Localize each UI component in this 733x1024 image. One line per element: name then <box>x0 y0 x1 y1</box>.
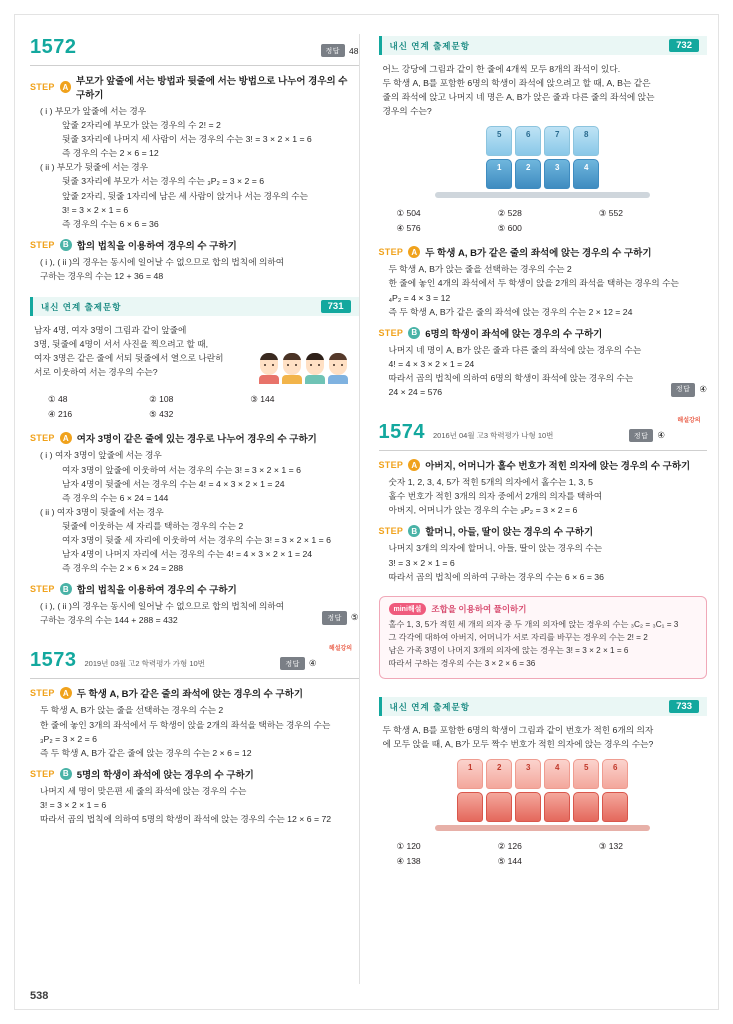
qr-label: 해설강의 <box>677 418 701 425</box>
linked-problem-732 <box>379 36 708 399</box>
line: 따라서 곱의 법칙에 의하여 6명의 학생이 좌석에 앉는 경우의 수는 <box>388 372 634 383</box>
step-a-header <box>30 431 359 445</box>
problem-1572-number: 1572 <box>30 36 77 58</box>
seat: 5 <box>486 126 512 156</box>
linked-732-answer <box>671 383 707 399</box>
seats-illustration-732 <box>435 126 650 198</box>
line: 두 학생 A, B가 앉는 줄을 선택하는 경우의 수는 2 <box>40 705 224 716</box>
line: 두 학생 A, B를 포함한 6명의 학생이 좌석에 앉으려고 할 때, A, B는 같은 <box>382 78 651 89</box>
seat-back <box>544 792 570 822</box>
answer-label: 정답 <box>280 657 305 670</box>
problem-1572 <box>30 36 359 283</box>
line: 숫자 1, 2, 3, 4, 5가 적힌 5개의 의자에서 홀수는 1, 3, 5 <box>388 477 593 488</box>
linkbox-title: 내신 연계 출제문항 <box>389 40 470 51</box>
line: 한 줄에 놓인 4개의 좌석에서 두 학생이 앉을 2개의 좌석을 택하는 경우의 수는 <box>388 278 679 289</box>
answer-label: 정답 <box>671 383 696 397</box>
line: 따라서 곱의 법칙에 의하여 구하는 경우의 수는 6 × 6 = 36 <box>388 571 604 582</box>
line: 홀수 번호가 적힌 3개의 의자 중에서 2개의 의자를 택하여 <box>388 491 603 502</box>
choice-1[interactable]: ① 504 <box>396 208 421 219</box>
step-b-body <box>379 343 708 399</box>
linkbox-body <box>30 316 359 424</box>
step-word: STEP <box>30 768 55 779</box>
step-badge-b: B <box>408 525 420 537</box>
line: 즉 두 학생 A, B가 같은 줄에 앉는 경우의 수는 2 × 6 = 12 <box>40 747 252 758</box>
choice-4[interactable]: ④ 576 <box>396 223 421 234</box>
problem-1574-header <box>378 418 708 444</box>
step-badge-b: B <box>60 768 72 780</box>
choice-2[interactable]: ② 126 <box>497 841 522 852</box>
line: 홀수 1, 3, 5가 적힌 세 개의 의자 중 두 개의 의자에 앉는 경우의 수는 ₃C₂ = ₃C₁ = 3 <box>388 619 679 629</box>
student-figure <box>281 353 303 384</box>
seat-back <box>573 792 599 822</box>
step-b-title: 5명의 학생이 좌석에 앉는 경우의 수 구하기 <box>76 769 254 781</box>
left-column <box>30 26 359 1004</box>
line: 4! = 4 × 3 × 2 × 1 = 24 <box>388 358 475 369</box>
line: 3! = 3 × 2 × 1 = 6 <box>40 799 107 810</box>
line: 즉 경우의 수는 6 × 24 = 144 <box>62 492 169 503</box>
step-word: STEP <box>378 327 404 338</box>
line: ( ii ) 부모가 뒷줄에 서는 경우 <box>40 162 149 173</box>
line: 뒷줄 3자리에 부모가 서는 경우의 수는 ₃P₂ = 3 × 2 = 6 <box>62 176 265 187</box>
seat: 7 <box>544 126 570 156</box>
seat: 3 <box>544 159 570 189</box>
choice-2[interactable]: ② 108 <box>149 394 174 405</box>
line: 여자 3명이 뒷줄 세 자리에 이웃하여 서는 경우의 수는 3! = 3 × 2 × 1 = 6 <box>62 534 331 545</box>
step-a-title: 여자 3명이 같은 줄에 있는 경우로 나누어 경우의 수 구하기 <box>76 434 317 446</box>
mini-body <box>389 618 698 671</box>
choice-1[interactable]: ① 48 <box>48 394 68 405</box>
mini-explanation-box <box>379 596 708 680</box>
answer-label: 정답 <box>321 44 346 57</box>
choice-3[interactable]: ③ 552 <box>598 208 623 219</box>
line: 즉 경우의 수는 2 × 6 = 12 <box>62 148 159 159</box>
step-badge-a: A <box>60 687 72 699</box>
step-a-title: 부모가 앞줄에 서는 방법과 뒷줄에 서는 방법으로 나누어 경우의 수 구하기 <box>75 76 348 101</box>
line: ( i ) 부모가 앞줄에 서는 경우 <box>40 106 147 116</box>
linked-problem-733 <box>379 697 708 871</box>
question-text <box>383 723 704 751</box>
step-b-header <box>379 326 708 340</box>
line: 3명, 뒷줄에 4명이 서서 사진을 찍으려고 할 때, <box>34 339 209 350</box>
problem-1574-source: 2016년 04월 고3 학력평가 나형 10번 <box>433 431 554 441</box>
step-word: STEP <box>30 688 55 699</box>
line: 줄의 좌석에 앉고 나머지 네 명은 A, B가 앉은 줄과 다른 줄의 좌석에 앉는 <box>382 92 655 103</box>
qr-code-icon <box>352 636 354 655</box>
seat-row-lower <box>435 792 650 822</box>
step-b-body <box>30 599 359 627</box>
qr-code-icon <box>701 408 703 427</box>
step-a-body <box>30 448 359 575</box>
step-a-header <box>30 686 359 700</box>
line: 아버지, 어머니가 앉는 경우의 수는 ₃P₂ = 3 × 2 = 6 <box>388 505 578 516</box>
choice-1[interactable]: ① 120 <box>396 841 421 852</box>
line: 어느 강당에 그림과 같이 한 줄에 4개씩 모두 8개의 좌석이 있다. <box>382 64 621 74</box>
line: 구하는 경우의 수는 12 + 36 = 48 <box>40 270 164 281</box>
step-word: STEP <box>30 239 55 250</box>
step-b-title: 합의 법칙을 이용하여 경우의 수 구하기 <box>76 585 237 597</box>
rule <box>379 450 708 451</box>
problem-1572-header <box>30 36 359 59</box>
step-a-title: 두 학생 A, B가 같은 줄의 좌석에 앉는 경우의 수 구하기 <box>425 248 652 260</box>
seat: 4 <box>544 759 570 789</box>
step-word: STEP <box>378 526 404 537</box>
answer-value: ④ <box>699 384 707 395</box>
line: 경우의 수는? <box>382 106 432 117</box>
choice-5[interactable]: ⑤ 600 <box>497 223 522 234</box>
seat: 6 <box>515 126 541 156</box>
line: 여자 3명은 같은 줄에 서되 뒷줄에서 열으로 나란히 <box>34 353 224 364</box>
line: 즉 경우의 수는 2 × 6 × 24 = 288 <box>62 563 184 574</box>
seat: 2 <box>486 759 512 789</box>
line: 즉 두 학생 A, B가 같은 줄의 좌석에 앉는 경우의 수는 2 × 12 = 24 <box>388 306 633 317</box>
line: 따라서 곱의 법칙에 의하여 5명의 학생이 좌석에 앉는 경우의 수는 12 × 6 = 72 <box>40 814 332 824</box>
line: 그 각각에 대하여 아버지, 어머니가 서로 자리를 바꾸는 경우의 수는 2! = 2 <box>388 632 648 642</box>
line: 즉 경우의 수는 6 × 6 = 36 <box>62 218 159 229</box>
step-word: STEP <box>30 584 55 595</box>
choice-5[interactable]: ⑤ 144 <box>497 856 522 867</box>
linked-problem-731 <box>30 297 359 627</box>
seat-base <box>435 192 650 198</box>
line: ( i ) 여자 3명이 앞줄에 서는 경우 <box>40 450 162 461</box>
choice-2[interactable]: ② 528 <box>497 208 522 219</box>
choice-5[interactable]: ⑤ 432 <box>149 409 174 420</box>
linkbox-title: 내신 연계 출제문항 <box>41 301 122 312</box>
student-figure <box>327 353 349 384</box>
seat: 3 <box>515 759 541 789</box>
seat-back <box>515 792 541 822</box>
line: 한 줄에 놓인 3개의 좌석에서 두 학생이 앉을 2개의 좌석을 택하는 경우의 수는 <box>40 719 331 730</box>
linkbox-number: 731 <box>321 300 351 313</box>
problem-1574 <box>378 418 708 679</box>
seat-back <box>602 792 628 822</box>
step-badge-b: B <box>60 239 72 251</box>
line: ₄P₂ = 4 × 3 = 12 <box>388 292 451 303</box>
seat-row <box>435 759 650 789</box>
problem-1573-source: 2019년 03월 고2 학력평가 가형 10번 <box>84 659 205 669</box>
step-b-header <box>30 767 359 781</box>
mini-tag: mini해설 <box>389 603 427 615</box>
line: 나머지 네 명이 A, B가 앉은 줄과 다른 줄의 좌석에 앉는 경우의 수는 <box>388 344 642 355</box>
line: 구하는 경우의 수는 144 + 288 = 432 <box>40 615 178 626</box>
line: 나머지 세 명이 맞은편 세 줄의 좌석에 앉는 경우의 수는 <box>40 785 247 796</box>
student-figure <box>304 353 326 384</box>
step-a-title: 두 학생 A, B가 같은 줄의 좌석에 앉는 경우의 수 구하기 <box>76 689 304 701</box>
line: 나머지 3개의 의자에 할머니, 아들, 딸이 앉는 경우의 수는 <box>388 543 603 554</box>
line: ( ii ) 여자 3명이 뒷줄에 서는 경우 <box>40 506 164 517</box>
seat: 5 <box>573 759 599 789</box>
line: 두 학생 A, B가 앉는 줄을 선택하는 경우의 수는 2 <box>388 264 572 275</box>
problem-1573-header <box>30 646 359 672</box>
line: 남자 4명이 나머지 자리에 서는 경우의 수는 4! = 4 × 3 × 2 × 1 = 24 <box>62 549 313 560</box>
linkbox-body <box>379 55 708 238</box>
seat-base <box>435 825 650 831</box>
step-b-title: 6명의 학생이 좌석에 앉는 경우의 수 구하기 <box>425 328 603 340</box>
step-a-body <box>379 262 708 318</box>
seat: 8 <box>573 126 599 156</box>
step-a-header <box>30 73 359 101</box>
answer-value: ⑤ <box>350 612 359 623</box>
seat-back <box>486 792 512 822</box>
line: ( i ), ( ii )의 경우는 동시에 일어날 수 없으므로 합의 법칙에 의하여 <box>40 256 285 267</box>
answer-label: 정답 <box>322 611 347 625</box>
choice-3[interactable]: ③ 144 <box>250 394 275 405</box>
step-badge-a: A <box>408 246 420 258</box>
line: 3! = 3 × 2 × 1 = 6 <box>62 204 129 215</box>
question-text <box>383 62 704 118</box>
line: ( i ), ( ii )의 경우는 동시에 일어날 수 없으므로 합의 법칙에 의하여 <box>40 601 285 612</box>
line: 서로 이웃하여 서는 경우의 수는? <box>34 367 158 378</box>
qr-code-link[interactable] <box>325 637 359 655</box>
line: 24 × 24 = 576 <box>388 387 443 398</box>
mini-header <box>389 603 698 615</box>
step-a-body <box>30 703 359 759</box>
step-a-title: 아버지, 어머니가 홀수 번호가 적힌 의자에 앉는 경우의 수 구하기 <box>425 461 691 473</box>
step-a-body <box>30 104 359 231</box>
seat-row-front <box>435 159 650 189</box>
choice-list <box>383 206 704 236</box>
step-badge-a: A <box>60 81 71 93</box>
step-word: STEP <box>30 82 55 92</box>
step-a-header <box>379 458 708 472</box>
choice-3[interactable]: ③ 132 <box>598 841 623 852</box>
seat-row-back <box>435 126 650 156</box>
seat-back <box>457 792 483 822</box>
choice-list <box>383 839 704 869</box>
line: 에 모두 앉을 때, A, B가 모두 짝수 번호가 적힌 의자에 앉는 경우의 수는? <box>382 739 654 750</box>
linkbox-header <box>379 36 708 55</box>
step-badge-a: A <box>60 432 72 444</box>
mini-title: 조합을 이용하여 풀이하기 <box>431 603 527 614</box>
seat: 6 <box>602 759 628 789</box>
step-badge-b: B <box>60 583 72 595</box>
line: 두 학생 A, B를 포함한 6명의 학생이 그림과 같이 번호가 적힌 6개의 의자 <box>382 725 654 736</box>
step-b-body <box>30 784 359 826</box>
line: 앞줄 2자리에 부모가 앉는 경우의 수 2! = 2 <box>62 120 221 131</box>
step-word: STEP <box>378 247 404 258</box>
line: 남은 가족 3명이 나머지 3개의 의자에 앉는 경우는 3! = 3 × 2 × 1 = 6 <box>388 645 629 655</box>
problem-1573-answer <box>280 657 316 672</box>
page-number: 538 <box>30 990 49 1002</box>
problem-1572-answer <box>321 44 359 59</box>
step-word: STEP <box>378 460 404 471</box>
linked-731-answer <box>322 611 358 627</box>
choice-list <box>34 392 355 422</box>
qr-code-link[interactable] <box>673 409 707 427</box>
step-b-body <box>30 255 359 283</box>
choice-4[interactable]: ④ 216 <box>48 409 73 420</box>
rule <box>30 65 359 66</box>
step-b-title: 합의 법칙을 이용하여 경우의 수 구하기 <box>76 240 237 252</box>
linkbox-number: 732 <box>669 39 699 52</box>
line: 따라서 구하는 경우의 수는 3 × 2 × 6 = 36 <box>388 659 536 669</box>
step-b-header <box>30 582 359 596</box>
answer-value: ④ <box>657 430 665 441</box>
linkbox-header <box>30 297 359 316</box>
step-b-title: 할머니, 아들, 딸이 앉는 경우의 수 구하기 <box>425 527 594 539</box>
linkbox-body <box>379 716 708 871</box>
line: 여자 3명이 앞줄에 이웃하여 서는 경우의 수는 3! = 3 × 2 × 1 = 6 <box>62 464 301 475</box>
choice-4[interactable]: ④ 138 <box>396 856 421 867</box>
seat: 1 <box>486 159 512 189</box>
seat: 4 <box>573 159 599 189</box>
seat: 1 <box>457 759 483 789</box>
problem-1574-answer <box>629 429 665 444</box>
linkbox-title: 내신 연계 출제문항 <box>389 701 470 712</box>
step-badge-b: B <box>408 327 420 339</box>
line: 앞줄 2자리, 뒷줄 1자리에 남은 세 사람이 앉거나 서는 경우의 수는 <box>62 190 309 201</box>
step-a-header <box>379 245 708 259</box>
line: 남자 4명이 뒷줄에 서는 경우의 수는 4! = 4 × 3 × 2 × 1 = 24 <box>62 478 285 489</box>
line: ₃P₂ = 3 × 2 = 6 <box>40 733 97 744</box>
answer-label: 정답 <box>629 429 654 442</box>
qr-label: 해설강의 <box>328 646 353 653</box>
step-badge-a: A <box>408 459 420 471</box>
step-b-header <box>30 238 359 252</box>
step-b-header <box>379 524 708 538</box>
step-word: STEP <box>30 433 55 444</box>
problem-1574-number: 1574 <box>378 421 425 444</box>
rule <box>30 678 359 679</box>
line: 남자 4명, 여자 3명이 그림과 같이 앞줄에 <box>34 325 187 336</box>
linkbox-header <box>379 697 708 716</box>
answer-value: 48 <box>349 45 359 56</box>
line: 뒷줄 3자리에 나머지 세 사람이 서는 경우의 수는 3! = 3 × 2 × 1 = 6 <box>62 134 312 145</box>
linkbox-number: 733 <box>669 700 699 713</box>
step-a-body <box>379 475 708 517</box>
line: 3! = 3 × 2 × 1 = 6 <box>388 557 455 568</box>
seats-illustration-733 <box>435 759 650 831</box>
problem-1573-number: 1573 <box>30 649 77 672</box>
student-figure <box>258 353 280 384</box>
step-b-body <box>379 541 708 583</box>
line: 뒷줄에 이웃하는 세 자리를 택하는 경우의 수는 2 <box>62 520 244 531</box>
problem-1573 <box>30 646 359 826</box>
right-column <box>379 26 708 1004</box>
answer-value: ④ <box>308 658 317 669</box>
seat: 2 <box>515 159 541 189</box>
